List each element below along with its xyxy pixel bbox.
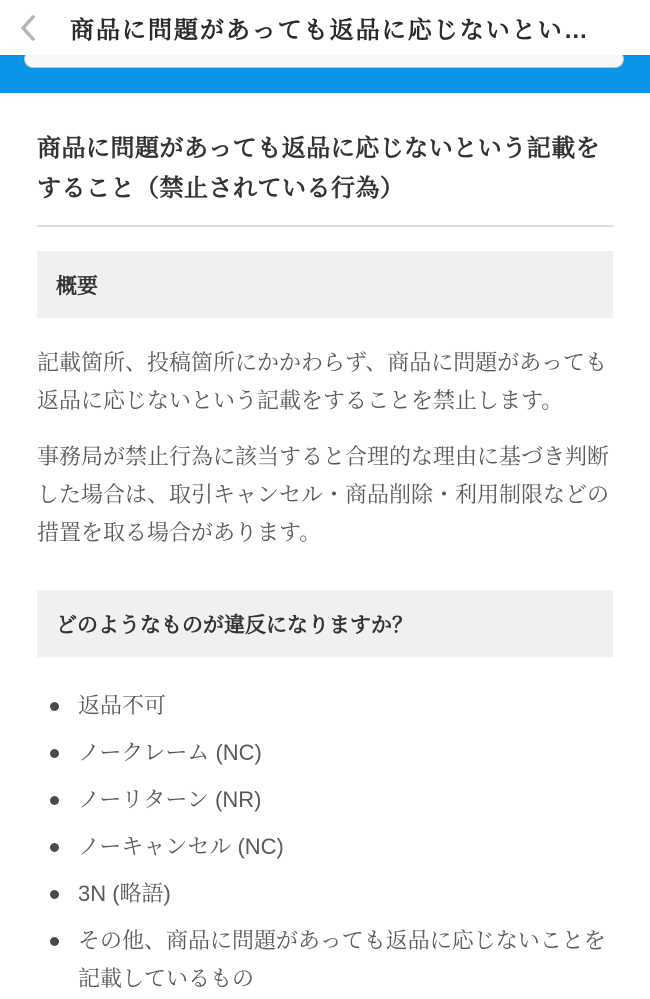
back-button[interactable]	[12, 11, 46, 45]
section-heading-violations	[37, 590, 613, 657]
search-banner	[0, 55, 650, 93]
section-heading-label: 概要	[56, 274, 98, 298]
list-item: 3N (略語)	[50, 875, 613, 913]
chevron-left-icon	[12, 11, 46, 45]
list-item: ノークレーム (NC)	[50, 734, 613, 772]
section-heading-overview	[37, 251, 613, 318]
section-heading-label: どのようなものが違反になりますか？	[56, 613, 413, 637]
list-item: ノーキャンセル (NC)	[50, 828, 613, 866]
divider	[37, 225, 613, 227]
list-item: その他、商品に問題があっても返品に応じないことを記載しているもの	[50, 922, 613, 998]
search-input[interactable]	[24, 55, 624, 68]
violation-list	[37, 687, 613, 998]
navbar-title: 商品に問題があっても返品に応じないとい…	[70, 17, 590, 44]
navbar	[0, 0, 650, 55]
overview-paragraph-2: 事務局が禁止行為に該当すると合理的な理由に基づき判断した場合は、取引キャンセル・商品削除・利用制限などの措置を取る場合があります。	[37, 444, 610, 545]
overview-paragraph-1: 記載箇所、投稿箇所にかかわらず、商品に問題があっても返品に応じないという記載をすることを禁止します。	[37, 350, 608, 413]
article-title: 商品に問題があっても返品に応じないという記載をすること（禁止されている行為）	[37, 135, 601, 202]
list-item: 返品不可	[50, 687, 613, 725]
list-item: ノーリターン (NR)	[50, 781, 613, 819]
article-content	[0, 129, 650, 998]
